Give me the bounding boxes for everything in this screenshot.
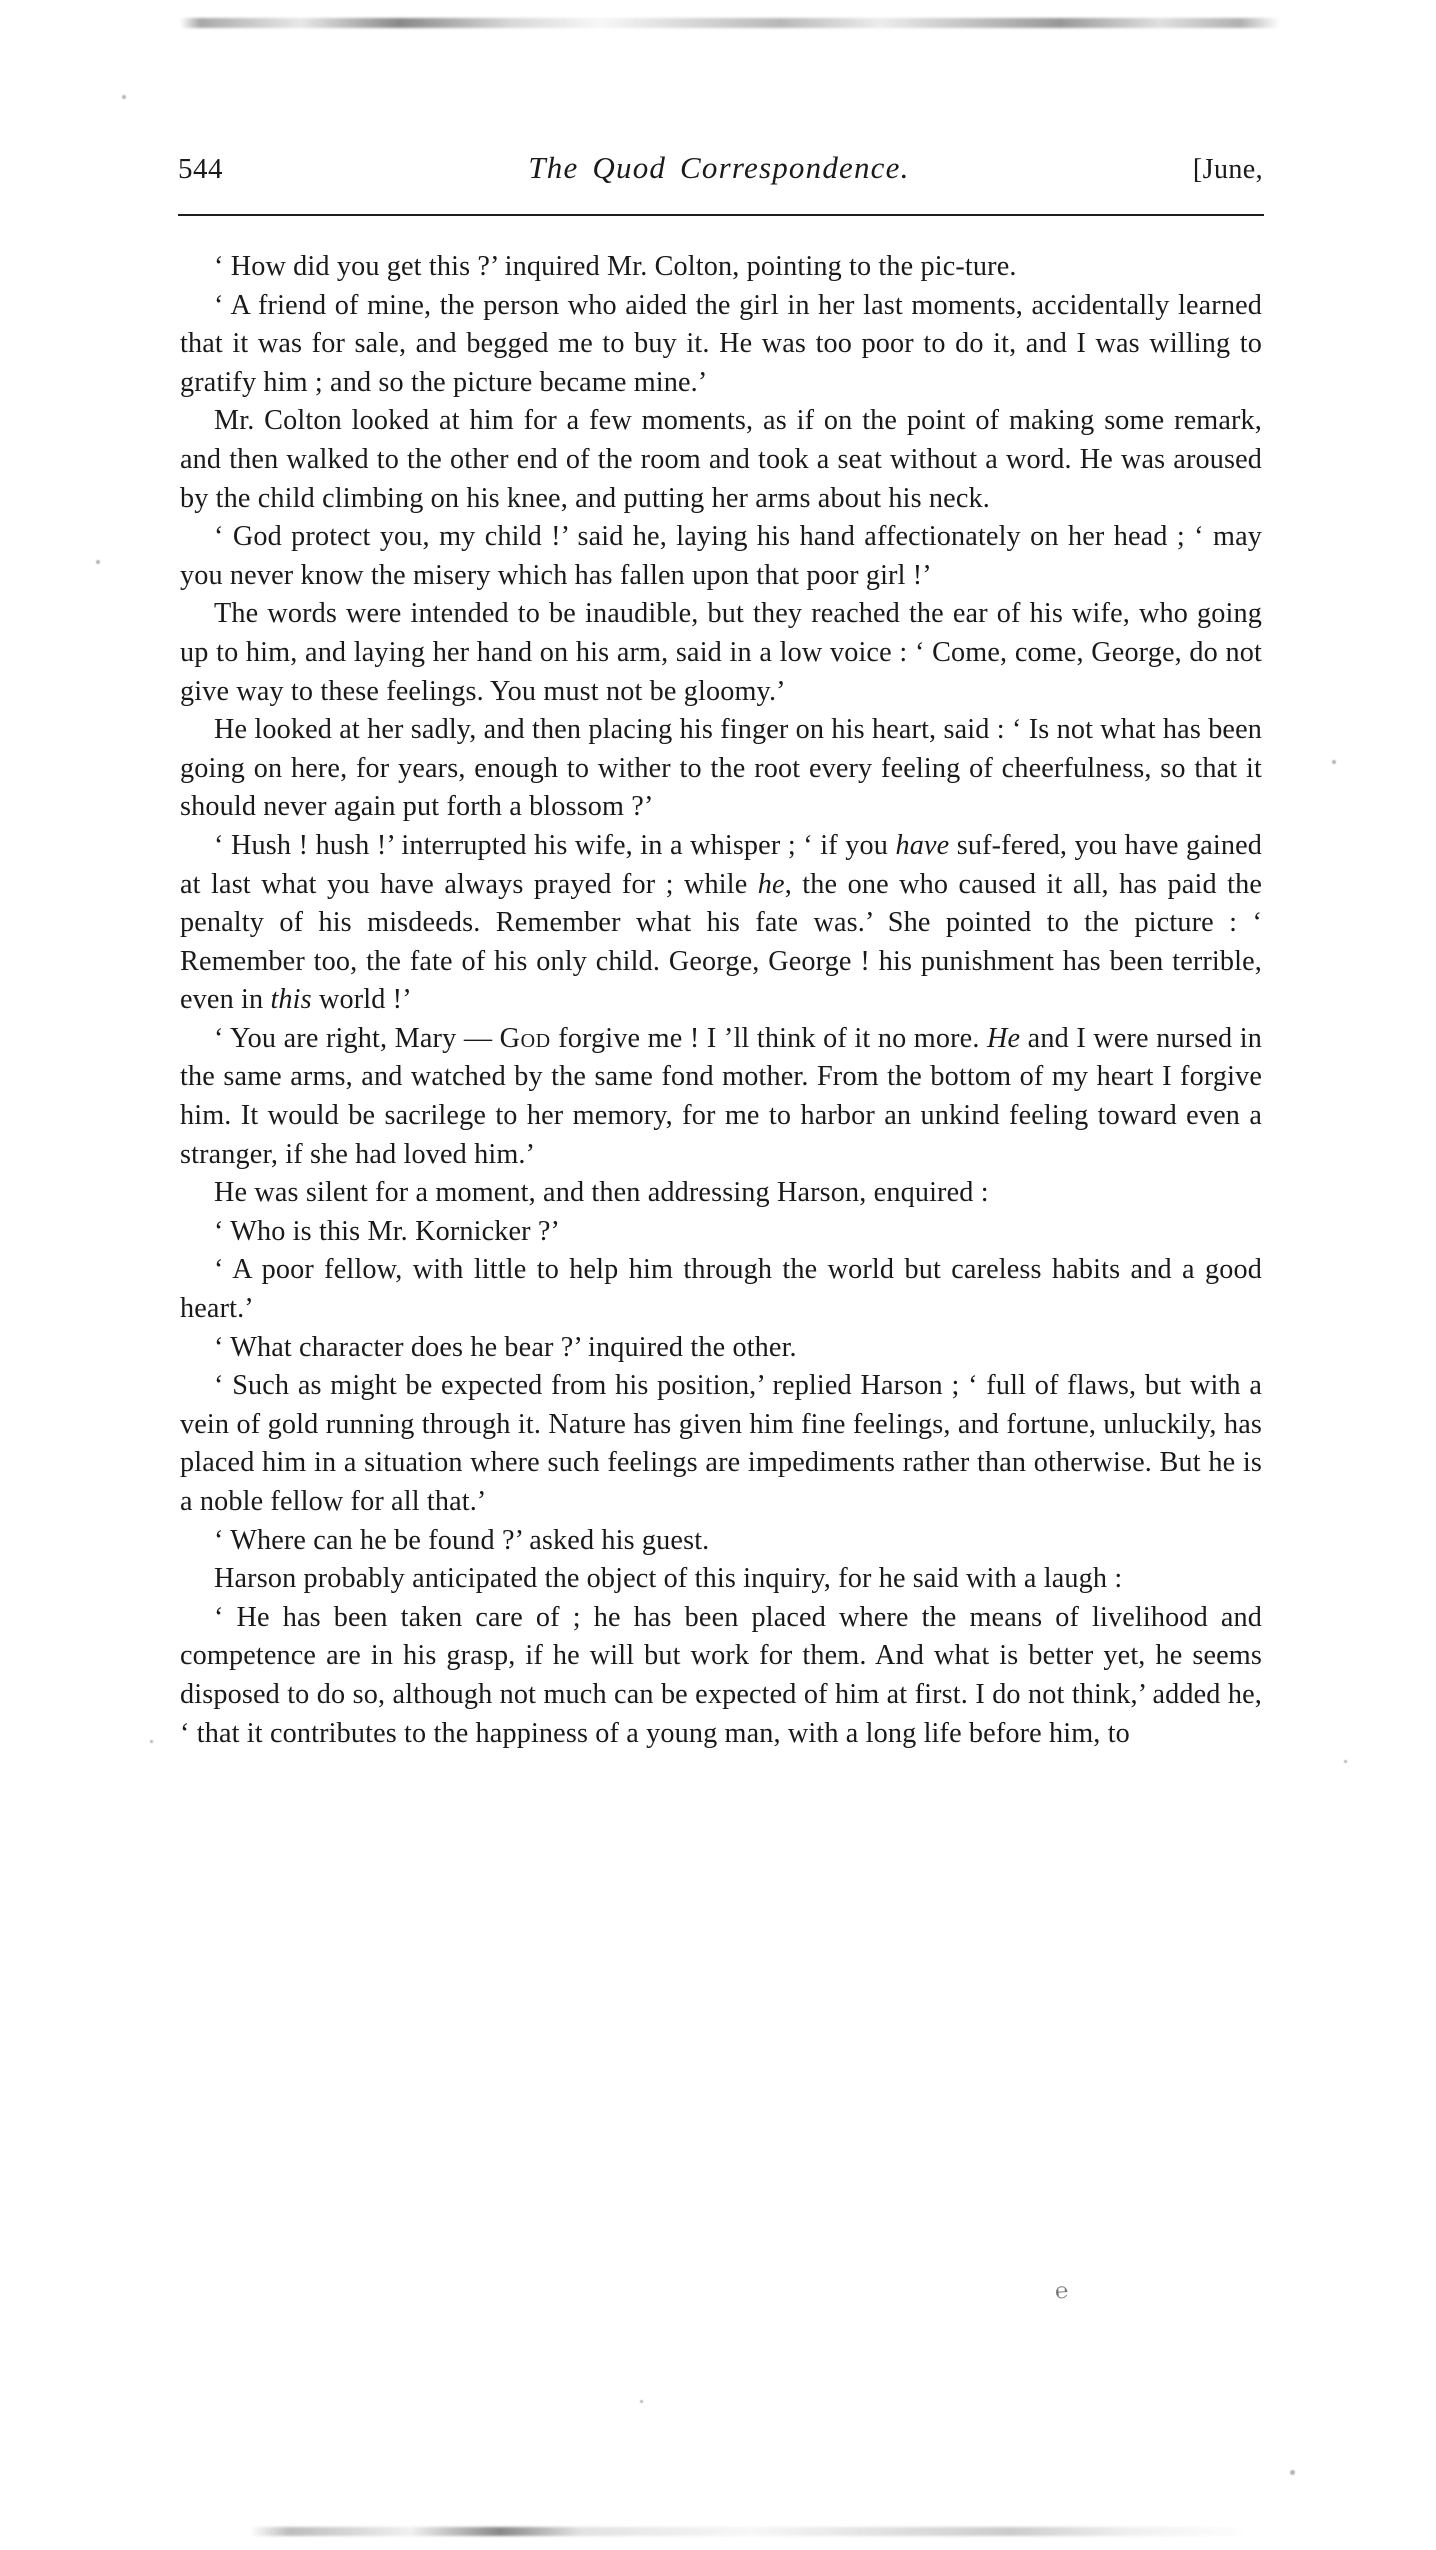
text-run: ‘ You are right, Mary — [214,1022,500,1054]
text-run: He was silent for a moment, and then addressing Harson, enquired : [214,1177,989,1209]
body-paragraph [180,287,1262,403]
body-paragraph [180,711,1262,827]
scan-speck [1332,760,1336,764]
running-title: The Quod Correspondence. [528,150,910,185]
body-paragraph [180,1213,1262,1252]
text-run: ‘ Such as might be expected from his position,’ replied Harson ; ‘ full of flaws, but with a vein of gold running through it. Nature has given him fine feelings, and fortune, unluckily, has placed him in a situation where such feelings are impediments rather than otherwise. But he is a noble fellow for all that.’ [180,1370,1262,1517]
body-paragraph [180,1329,1262,1368]
scan-artifact-bottom-edge [250,2527,1250,2536]
italic-emphasis: have [895,829,950,861]
body-paragraph [180,402,1262,518]
scan-speck [1290,2470,1295,2475]
text-run: ‘ Where can he be found ?’ asked his guest. [214,1524,710,1556]
issue-marker: [June, [1192,154,1263,185]
body-text [180,248,1262,1753]
text-run: ‘ He has been taken care of ; he has been placed where the means of livelihood and competence are in his grasp, if he will but work for them. And what is better yet, he seems disposed to do so, although not much can be expected of him at first. I do not think,’ added he, ‘ that it contributes to the happiness of a young man, with a long life before him, to [180,1601,1262,1749]
text-run: suf-fered, you have gained at last what you have always prayed for ; while [180,829,1262,900]
header-rule [178,214,1264,216]
text-run: ‘ How did you get this ?’ inquired Mr. Colton, pointing to the pic-ture. [214,251,1017,282]
body-paragraph [180,827,1262,1020]
body-paragraph [180,1367,1262,1521]
italic-emphasis: this [270,984,312,1016]
bottom-scan-mark: ℮ [1054,2277,1070,2304]
page-number: 544 [178,153,223,185]
body-paragraph [180,248,1262,287]
scan-speck [640,2400,643,2403]
body-paragraph [180,1251,1262,1328]
text-run: ‘ Who is this Mr. Kornicker ?’ [214,1215,561,1247]
text-run: Mr. Colton looked at him for a few moments, as if on the point of making some remark, and then walked to the other end of the room and took a seat without a word. He was aroused by the child climbing on his knee, and putting her arms about his neck. [180,405,1262,514]
body-paragraph [180,1020,1262,1174]
text-run: world !’ [311,984,412,1016]
text-run: ‘ A poor fellow, with little to help him through the world but careless habits and a good heart.’ [180,1254,1262,1325]
body-paragraph [180,1560,1262,1599]
text-run: ‘ God protect you, my child !’ said he, laying his hand affectionately on her head ; ‘ may you never know the misery which has fallen upon that poor girl !’ [180,521,1262,591]
text-run: forgive me ! I ’ll think of it no more. [550,1022,988,1054]
text-run: Harson probably anticipated the object of this inquiry, for he said with a laugh : [214,1563,1123,1595]
small-caps-word: God [499,1022,551,1054]
italic-emphasis: He [987,1022,1021,1054]
body-paragraph [180,595,1262,711]
text-run: , the one who caused it all, has paid the penalty of his misdeeds. Remember what his fate was.’ She pointed to the picture : ‘ Remember too, the fate of his only child. George, George ! his punishment has been terrible, even in [180,868,1262,1016]
scan-speck [122,95,126,99]
body-paragraph [180,1599,1262,1753]
text-run: ‘ What character does he bear ?’ inquired the other. [214,1331,797,1363]
text-run: He looked at her sadly, and then placing his finger on his heart, said : ‘ Is not what has been going on here, for years, enough to wither to the root every feeling of cheerfulness, so that it should never again put forth a blossom ?’ [180,714,1262,823]
text-run: and I were nursed in the same arms, and watched by the same fond mother. From the bottom of my heart I forgive him. It would be sacrilege to her memory, for me to harbor an unkind feeling toward even a stranger, if she had loved him.’ [180,1022,1262,1170]
body-paragraph [180,1522,1262,1561]
italic-emphasis: he [757,868,785,900]
scan-artifact-top-edge [180,18,1280,28]
scan-speck [150,1740,153,1743]
body-paragraph [180,518,1262,595]
body-paragraph [180,1174,1262,1213]
text-run: The words were intended to be inaudible, but they reached the ear of his wife, who going up to him, and laying her hand on his arm, said in a low voice : ‘ Come, come, George, do not give way to these feelings. You must not be gloomy.’ [180,598,1262,707]
scan-speck [96,560,100,564]
text-run: ‘ Hush ! hush !’ interrupted his wife, in a whisper ; ‘ if you [214,829,896,861]
text-run: ‘ A friend of mine, the person who aided the girl in her last moments, accidentally learned that it was for sale, and begged me to buy it. He was too poor to do it, and I was willing to gratify him ; and so the picture became mine.’ [180,289,1262,398]
page-header [178,150,1263,186]
scan-speck [1344,1760,1347,1763]
